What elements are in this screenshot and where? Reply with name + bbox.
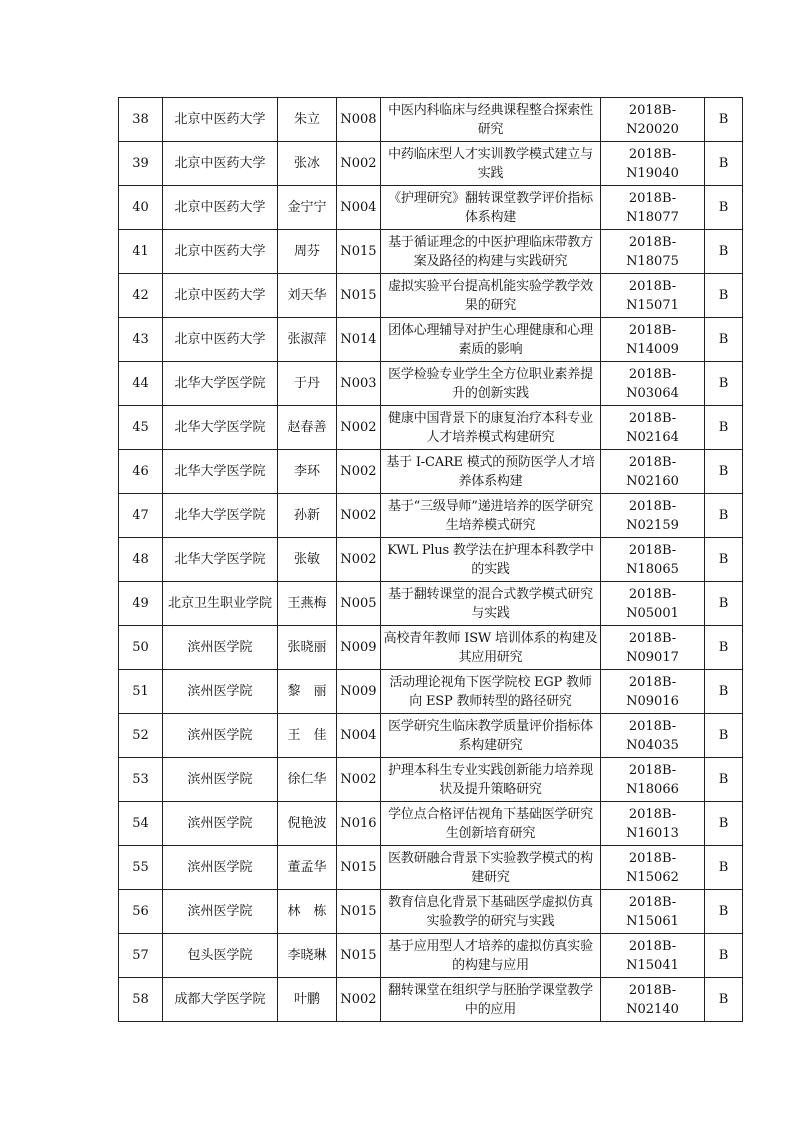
category-code: N002 xyxy=(337,538,381,582)
table-row xyxy=(119,362,743,406)
project-title: 活动理论视角下医学院校 EGP 教师向 ESP 教师转型的路径研究 xyxy=(381,670,601,714)
school-name: 滨州医学院 xyxy=(163,846,278,890)
school-name: 北京中医药大学 xyxy=(163,318,278,362)
project-title: 《护理研究》翻转课堂教学评价指标体系构建 xyxy=(381,186,601,230)
category-code: N004 xyxy=(337,714,381,758)
school-name: 成都大学医学院 xyxy=(163,978,278,1022)
table-row xyxy=(119,494,743,538)
row-number: 49 xyxy=(119,582,163,626)
grade: B xyxy=(705,802,743,846)
principal-name: 王 佳 xyxy=(278,714,337,758)
project-title: 基于翻转课堂的混合式教学模式研究与实践 xyxy=(381,582,601,626)
project-code: 2018B-N19040 xyxy=(601,142,705,186)
table-row xyxy=(119,934,743,978)
category-code: N004 xyxy=(337,186,381,230)
row-number: 38 xyxy=(119,98,163,142)
grade: B xyxy=(705,538,743,582)
project-title: 中药临床型人才实训教学模式建立与实践 xyxy=(381,142,601,186)
school-name: 滨州医学院 xyxy=(163,758,278,802)
project-title: 教育信息化背景下基础医学虚拟仿真实验教学的研究与实践 xyxy=(381,890,601,934)
project-code: 2018B-N02160 xyxy=(601,450,705,494)
table-row xyxy=(119,274,743,318)
grade: B xyxy=(705,274,743,318)
table-body xyxy=(119,98,743,1022)
school-name: 滨州医学院 xyxy=(163,802,278,846)
grade: B xyxy=(705,582,743,626)
principal-name: 周芬 xyxy=(278,230,337,274)
project-title: 中医内科临床与经典课程整合探索性研究 xyxy=(381,98,601,142)
principal-name: 王燕梅 xyxy=(278,582,337,626)
school-name: 北华大学医学院 xyxy=(163,406,278,450)
category-code: N016 xyxy=(337,802,381,846)
project-code: 2018B-N15071 xyxy=(601,274,705,318)
row-number: 58 xyxy=(119,978,163,1022)
table-row xyxy=(119,186,743,230)
table-row xyxy=(119,714,743,758)
project-title: 团体心理辅导对护生心理健康和心理素质的影响 xyxy=(381,318,601,362)
school-name: 北京中医药大学 xyxy=(163,142,278,186)
school-name: 北华大学医学院 xyxy=(163,362,278,406)
principal-name: 金宁宁 xyxy=(278,186,337,230)
project-code: 2018B-N15061 xyxy=(601,890,705,934)
project-code: 2018B-N20020 xyxy=(601,98,705,142)
row-number: 53 xyxy=(119,758,163,802)
table-row xyxy=(119,890,743,934)
project-title: 翻转课堂在组织学与胚胎学课堂教学中的应用 xyxy=(381,978,601,1022)
principal-name: 董孟华 xyxy=(278,846,337,890)
project-code: 2018B-N02159 xyxy=(601,494,705,538)
grade: B xyxy=(705,670,743,714)
project-title: 护理本科生专业实践创新能力培养现状及提升策略研究 xyxy=(381,758,601,802)
row-number: 40 xyxy=(119,186,163,230)
project-title: 基于循证理念的中医护理临床带教方案及路径的构建与实践研究 xyxy=(381,230,601,274)
grade: B xyxy=(705,318,743,362)
project-table xyxy=(118,97,743,1022)
project-code: 2018B-N09017 xyxy=(601,626,705,670)
grade: B xyxy=(705,450,743,494)
grade: B xyxy=(705,626,743,670)
project-code: 2018B-N04035 xyxy=(601,714,705,758)
principal-name: 黎 丽 xyxy=(278,670,337,714)
principal-name: 朱立 xyxy=(278,98,337,142)
project-code: 2018B-N02164 xyxy=(601,406,705,450)
project-code: 2018B-N16013 xyxy=(601,802,705,846)
table-row xyxy=(119,626,743,670)
row-number: 52 xyxy=(119,714,163,758)
category-code: N002 xyxy=(337,978,381,1022)
grade: B xyxy=(705,494,743,538)
principal-name: 于丹 xyxy=(278,362,337,406)
project-code: 2018B-N09016 xyxy=(601,670,705,714)
table-row xyxy=(119,846,743,890)
table-row xyxy=(119,98,743,142)
project-code: 2018B-N18077 xyxy=(601,186,705,230)
principal-name: 徐仁华 xyxy=(278,758,337,802)
category-code: N002 xyxy=(337,450,381,494)
row-number: 55 xyxy=(119,846,163,890)
school-name: 滨州医学院 xyxy=(163,714,278,758)
grade: B xyxy=(705,978,743,1022)
school-name: 北京中医药大学 xyxy=(163,230,278,274)
table-row xyxy=(119,318,743,362)
category-code: N015 xyxy=(337,934,381,978)
school-name: 北京中医药大学 xyxy=(163,98,278,142)
table-row xyxy=(119,230,743,274)
principal-name: 孙新 xyxy=(278,494,337,538)
principal-name: 张冰 xyxy=(278,142,337,186)
grade: B xyxy=(705,846,743,890)
school-name: 北华大学医学院 xyxy=(163,538,278,582)
row-number: 50 xyxy=(119,626,163,670)
grade: B xyxy=(705,934,743,978)
grade: B xyxy=(705,98,743,142)
category-code: N003 xyxy=(337,362,381,406)
category-code: N008 xyxy=(337,98,381,142)
row-number: 57 xyxy=(119,934,163,978)
grade: B xyxy=(705,406,743,450)
school-name: 北京中医药大学 xyxy=(163,274,278,318)
project-code: 2018B-N14009 xyxy=(601,318,705,362)
grade: B xyxy=(705,186,743,230)
grade: B xyxy=(705,890,743,934)
project-code: 2018B-N15041 xyxy=(601,934,705,978)
project-title: 基于应用型人才培养的虚拟仿真实验的构建与应用 xyxy=(381,934,601,978)
principal-name: 倪艳波 xyxy=(278,802,337,846)
project-title: 学位点合格评估视角下基础医学研究生创新培育研究 xyxy=(381,802,601,846)
category-code: N002 xyxy=(337,494,381,538)
category-code: N015 xyxy=(337,230,381,274)
project-title: 医学研究生临床教学质量评价指标体系构建研究 xyxy=(381,714,601,758)
row-number: 39 xyxy=(119,142,163,186)
grade: B xyxy=(705,230,743,274)
project-title: 健康中国背景下的康复治疗本科专业人才培养模式构建研究 xyxy=(381,406,601,450)
principal-name: 张淑萍 xyxy=(278,318,337,362)
row-number: 46 xyxy=(119,450,163,494)
project-title: 高校青年教师 ISW 培训体系的构建及其应用研究 xyxy=(381,626,601,670)
row-number: 47 xyxy=(119,494,163,538)
grade: B xyxy=(705,714,743,758)
project-code: 2018B-N05001 xyxy=(601,582,705,626)
school-name: 滨州医学院 xyxy=(163,626,278,670)
row-number: 48 xyxy=(119,538,163,582)
category-code: N009 xyxy=(337,670,381,714)
category-code: N002 xyxy=(337,142,381,186)
grade: B xyxy=(705,362,743,406)
category-code: N014 xyxy=(337,318,381,362)
principal-name: 刘天华 xyxy=(278,274,337,318)
grade: B xyxy=(705,142,743,186)
school-name: 包头医学院 xyxy=(163,934,278,978)
row-number: 51 xyxy=(119,670,163,714)
project-code: 2018B-N15062 xyxy=(601,846,705,890)
principal-name: 叶鹏 xyxy=(278,978,337,1022)
table-row xyxy=(119,406,743,450)
school-name: 滨州医学院 xyxy=(163,890,278,934)
table-row xyxy=(119,670,743,714)
table-row xyxy=(119,538,743,582)
school-name: 北华大学医学院 xyxy=(163,450,278,494)
principal-name: 张晓丽 xyxy=(278,626,337,670)
project-code: 2018B-N02140 xyxy=(601,978,705,1022)
category-code: N015 xyxy=(337,274,381,318)
project-code: 2018B-N18075 xyxy=(601,230,705,274)
category-code: N015 xyxy=(337,890,381,934)
table-row xyxy=(119,582,743,626)
school-name: 滨州医学院 xyxy=(163,670,278,714)
principal-name: 李环 xyxy=(278,450,337,494)
row-number: 56 xyxy=(119,890,163,934)
project-code: 2018B-N18066 xyxy=(601,758,705,802)
row-number: 54 xyxy=(119,802,163,846)
project-title: 医教研融合背景下实验教学模式的构建研究 xyxy=(381,846,601,890)
project-code: 2018B-N03064 xyxy=(601,362,705,406)
table-row xyxy=(119,978,743,1022)
project-title: 医学检验专业学生全方位职业素养提升的创新实践 xyxy=(381,362,601,406)
principal-name: 林 栋 xyxy=(278,890,337,934)
category-code: N005 xyxy=(337,582,381,626)
school-name: 北京中医药大学 xyxy=(163,186,278,230)
project-title: KWL Plus 教学法在护理本科教学中的实践 xyxy=(381,538,601,582)
project-code: 2018B-N18065 xyxy=(601,538,705,582)
project-title: 基于“三级导师”递进培养的医学研究生培养模式研究 xyxy=(381,494,601,538)
table-row xyxy=(119,450,743,494)
table-row xyxy=(119,802,743,846)
school-name: 北华大学医学院 xyxy=(163,494,278,538)
principal-name: 赵春善 xyxy=(278,406,337,450)
row-number: 44 xyxy=(119,362,163,406)
school-name: 北京卫生职业学院 xyxy=(163,582,278,626)
project-title: 基于 I-CARE 模式的预防医学人才培养体系构建 xyxy=(381,450,601,494)
category-code: N002 xyxy=(337,758,381,802)
grade: B xyxy=(705,758,743,802)
principal-name: 李晓琳 xyxy=(278,934,337,978)
project-title: 虚拟实验平台提高机能实验学教学效果的研究 xyxy=(381,274,601,318)
row-number: 41 xyxy=(119,230,163,274)
row-number: 42 xyxy=(119,274,163,318)
row-number: 45 xyxy=(119,406,163,450)
table-row xyxy=(119,758,743,802)
category-code: N009 xyxy=(337,626,381,670)
category-code: N002 xyxy=(337,406,381,450)
table-row xyxy=(119,142,743,186)
category-code: N015 xyxy=(337,846,381,890)
principal-name: 张敏 xyxy=(278,538,337,582)
row-number: 43 xyxy=(119,318,163,362)
